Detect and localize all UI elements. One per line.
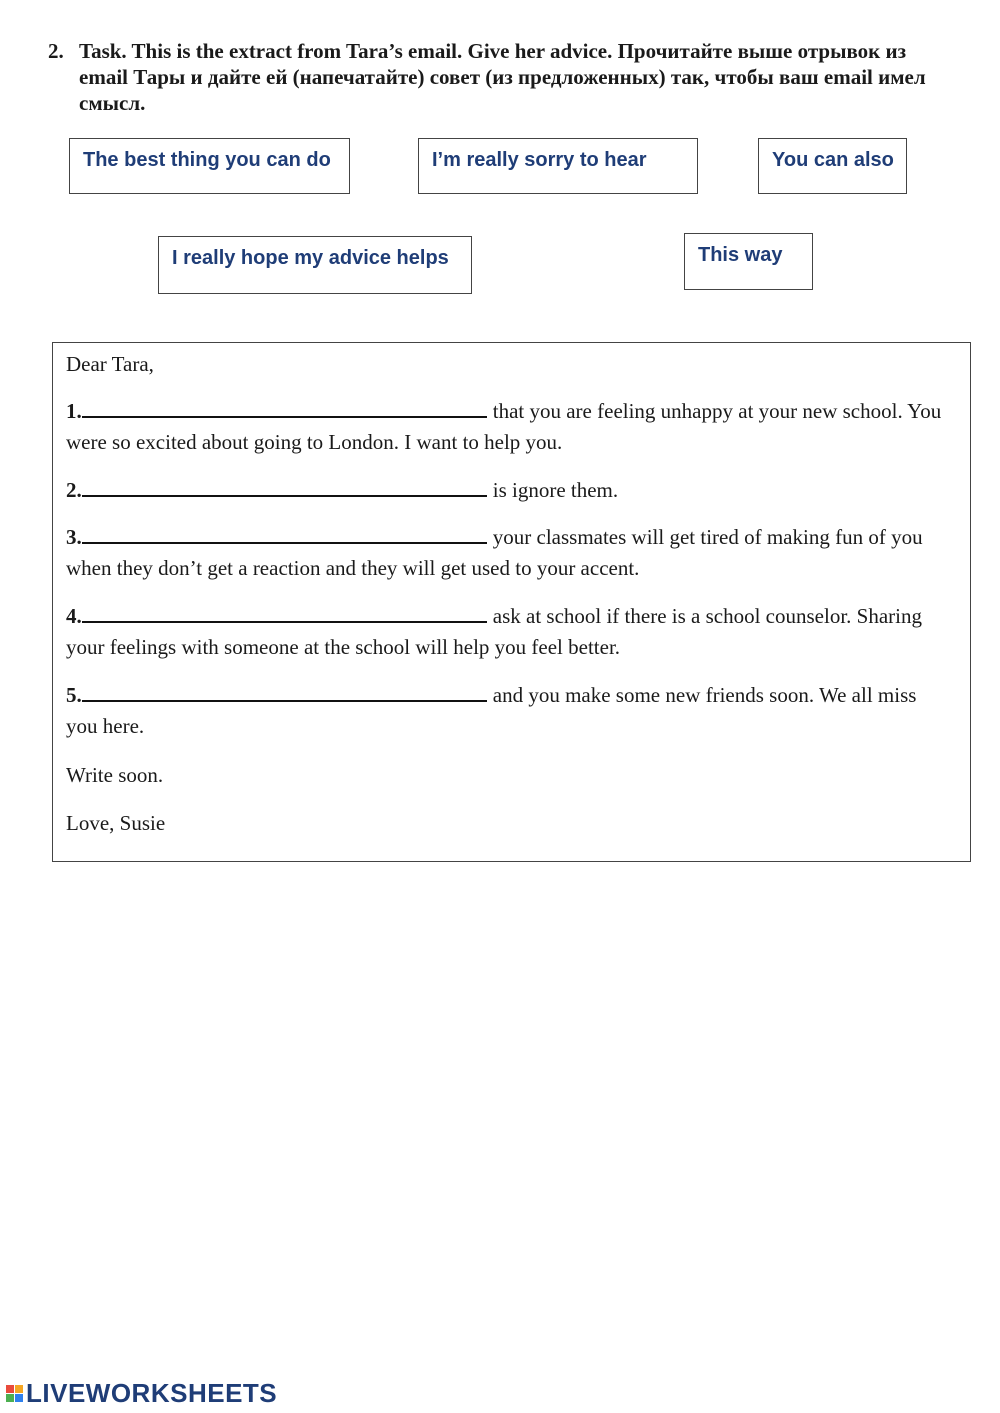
letter-item	[66, 522, 952, 584]
item-number: 4.	[66, 604, 82, 628]
task-instructions	[48, 38, 948, 116]
logo-blocks-icon	[6, 1385, 23, 1402]
task-number: 2.	[48, 39, 64, 63]
answer-blank[interactable]	[82, 475, 487, 497]
task-text: Task. This is the extract from Tara’s email. Give her advice. Прочитайте выше отрывок из email Тары и дайте ей (напечатайте) совет (из предложенных) так, чтобы ваш email имел смысл.	[79, 39, 926, 115]
answer-blank[interactable]	[82, 522, 487, 544]
letter-greeting: Dear Tara,	[66, 352, 154, 376]
logo-text: LIVEWORKSHEETS	[26, 1378, 278, 1408]
item-text: that you are feeling unhappy at your new school. You were so excited about going to London. I want to help you.	[66, 399, 942, 454]
word-bank-option[interactable]	[158, 236, 472, 294]
word-bank-option[interactable]	[684, 233, 813, 290]
answer-blank[interactable]	[82, 396, 487, 418]
liveworksheets-logo[interactable]	[6, 1378, 277, 1409]
word-bank-label: The best thing you can do	[83, 149, 331, 171]
item-text: and you make some new friends soon. We all miss you here.	[66, 683, 917, 738]
email-letter	[52, 342, 971, 862]
word-bank-label: This way	[698, 244, 783, 266]
letter-closing: Write soon.	[66, 763, 164, 787]
word-bank-option[interactable]	[418, 138, 698, 194]
item-text: your classmates will get tired of making fun of you when they don’t get a reaction and they will get used to your accent.	[66, 525, 923, 580]
item-number: 5.	[66, 683, 82, 707]
word-bank-label: I really hope my advice helps	[172, 247, 449, 269]
answer-blank[interactable]	[82, 680, 487, 702]
word-bank-label: You can also	[772, 149, 894, 171]
word-bank-option[interactable]	[758, 138, 907, 194]
answer-blank[interactable]	[82, 601, 487, 623]
item-number: 2.	[66, 478, 82, 502]
item-text: is ignore them.	[492, 478, 619, 502]
item-number: 1.	[66, 399, 82, 423]
letter-item	[66, 475, 952, 506]
item-text: ask at school if there is a school counselor. Sharing your feelings with someone at the school will help you feel better.	[66, 604, 922, 659]
letter-item	[66, 680, 952, 742]
letter-signature: Love, Susie	[66, 811, 166, 835]
letter-item	[66, 601, 952, 663]
word-bank-option[interactable]	[69, 138, 350, 194]
word-bank-label: I’m really sorry to hear	[432, 149, 647, 171]
letter-item	[66, 396, 952, 458]
item-number: 3.	[66, 525, 82, 549]
